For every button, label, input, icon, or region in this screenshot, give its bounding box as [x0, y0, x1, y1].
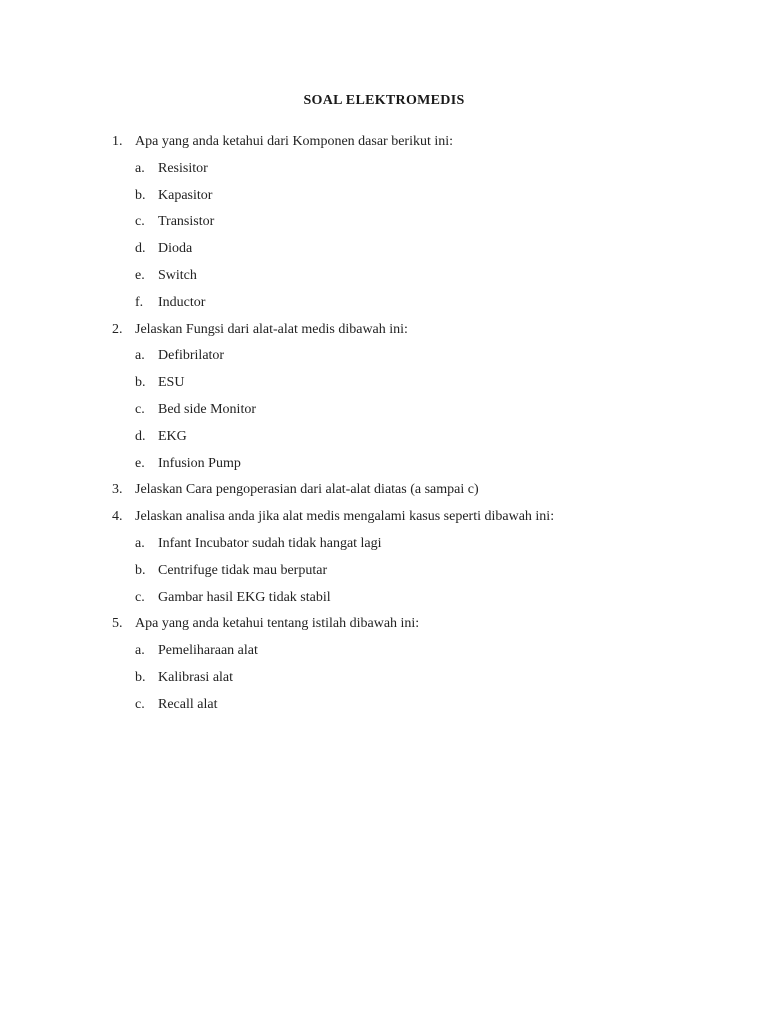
- sub-item-letter: d.: [135, 428, 146, 444]
- sub-item-letter: a.: [135, 643, 145, 659]
- question-text: Apa yang anda ketahui tentang istilah dibawah ini:: [135, 616, 420, 632]
- sub-item-text: Inductor: [158, 294, 206, 310]
- sub-item-letter: d.: [135, 241, 146, 257]
- sub-item-letter: b.: [135, 375, 146, 391]
- question-text: Jelaskan Cara pengoperasian dari alat-alat diatas (a sampai c): [135, 482, 479, 498]
- page-title: SOAL ELEKTROMEDIS: [303, 93, 465, 108]
- sub-item-letter: f.: [135, 294, 144, 310]
- sub-item-text: Centrifuge tidak mau berputar: [158, 562, 328, 578]
- question-text: Apa yang anda ketahui dari Komponen dasar berikut ini:: [135, 134, 454, 149]
- sub-item-letter: b.: [135, 670, 146, 685]
- sub-item-text: Kalibrasi alat: [158, 670, 234, 685]
- sub-item-text: Gambar hasil EKG tidak stabil: [158, 589, 331, 605]
- sub-item-text: Pemeliharaan alat: [158, 643, 258, 659]
- sub-item-letter: e.: [135, 455, 145, 471]
- sub-item-letter: c.: [135, 402, 145, 417]
- question-number: 4.: [112, 509, 123, 525]
- question-text: Jelaskan analisa anda jika alat medis mengalami kasus seperti dibawah ini:: [135, 509, 555, 525]
- sub-item-text: Transistor: [158, 214, 215, 230]
- question-number: 3.: [112, 482, 123, 498]
- sub-item-letter: e.: [135, 268, 145, 283]
- sub-item-text: Kapasitor: [158, 187, 213, 203]
- sub-item-text: Infant Incubator sudah tidak hangat lagi: [158, 536, 382, 551]
- sub-item-text: Defibrilator: [158, 348, 225, 364]
- question-number: 5.: [112, 616, 123, 632]
- sub-item-text: Resisitor: [158, 160, 208, 176]
- sub-item-letter: a.: [135, 160, 145, 176]
- question-text: Jelaskan Fungsi dari alat-alat medis dibawah ini:: [135, 321, 408, 337]
- sub-item-text: Dioda: [158, 241, 193, 257]
- sub-item-letter: b.: [135, 187, 146, 203]
- sub-item-letter: c.: [135, 214, 145, 230]
- sub-item-letter: c.: [135, 696, 145, 712]
- sub-item-letter: b.: [135, 562, 146, 578]
- sub-item-text: Infusion Pump: [158, 455, 241, 471]
- sub-item-text: ESU: [158, 375, 185, 391]
- sub-item-text: Bed side Monitor: [158, 402, 256, 417]
- sub-item-text: EKG: [158, 428, 187, 444]
- sub-item-letter: a.: [135, 536, 145, 551]
- sub-item-text: Recall alat: [158, 696, 218, 712]
- question-number: 1.: [112, 134, 123, 149]
- sub-item-letter: a.: [135, 348, 145, 364]
- sub-item-letter: c.: [135, 589, 145, 605]
- question-number: 2.: [112, 321, 123, 337]
- sub-item-text: Switch: [158, 268, 197, 283]
